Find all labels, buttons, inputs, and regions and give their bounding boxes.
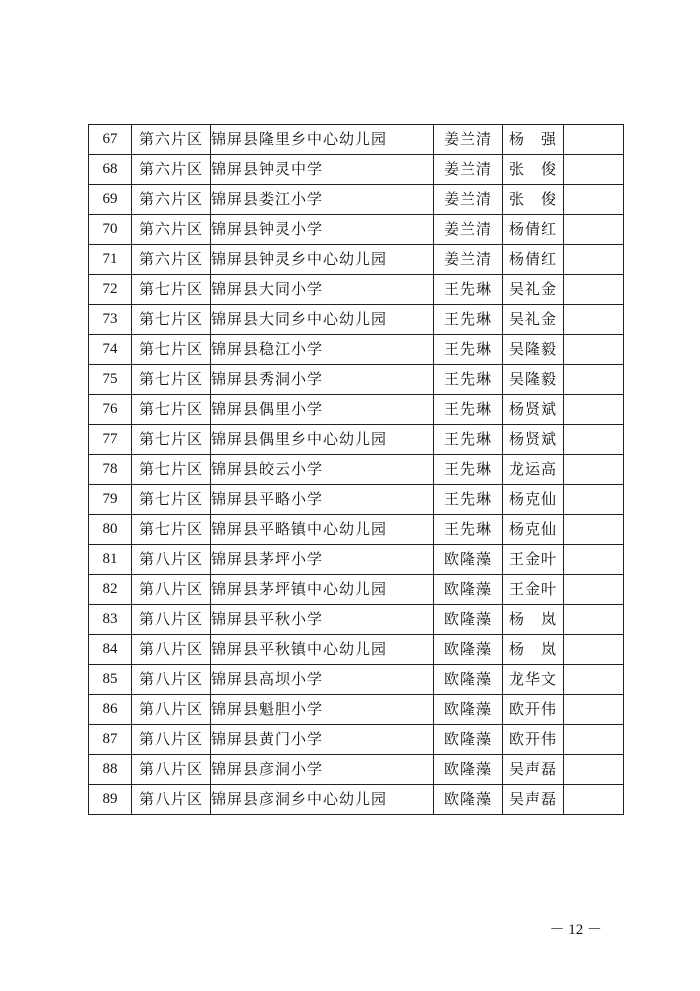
remark-cell [564, 305, 624, 335]
zone-cell: 第七片区 [132, 335, 211, 365]
lead-person-cell: 欧隆藻 [434, 545, 503, 575]
zone-cell: 第八片区 [132, 695, 211, 725]
remark-cell [564, 665, 624, 695]
row-number-cell: 81 [89, 545, 132, 575]
lead-person-cell: 王先琳 [434, 335, 503, 365]
table-row [89, 125, 624, 155]
row-number-cell: 80 [89, 515, 132, 545]
zone-cell: 第七片区 [132, 485, 211, 515]
school-name-cell: 锦屏县皎云小学 [211, 455, 434, 485]
zone-cell: 第七片区 [132, 365, 211, 395]
lead-person-cell: 王先琳 [434, 305, 503, 335]
table-row [89, 725, 624, 755]
table-row [89, 785, 624, 815]
table-row [89, 365, 624, 395]
table-body [89, 125, 624, 815]
row-number-cell: 71 [89, 245, 132, 275]
lead-person-cell: 王先琳 [434, 485, 503, 515]
remark-cell [564, 425, 624, 455]
zone-cell: 第八片区 [132, 605, 211, 635]
school-name-cell: 锦屏县稳江小学 [211, 335, 434, 365]
remark-cell [564, 185, 624, 215]
row-number-cell: 76 [89, 395, 132, 425]
school-name-cell: 锦屏县高坝小学 [211, 665, 434, 695]
remark-cell [564, 485, 624, 515]
row-number-cell: 73 [89, 305, 132, 335]
remark-cell [564, 695, 624, 725]
remark-cell [564, 785, 624, 815]
remark-cell [564, 365, 624, 395]
school-name-cell: 锦屏县彦洞乡中心幼儿园 [211, 785, 434, 815]
row-number-cell: 84 [89, 635, 132, 665]
table-row [89, 665, 624, 695]
lead-person-cell: 欧隆藻 [434, 605, 503, 635]
row-number-cell: 82 [89, 575, 132, 605]
zone-cell: 第七片区 [132, 455, 211, 485]
school-name-cell: 锦屏县秀洞小学 [211, 365, 434, 395]
remark-cell [564, 395, 624, 425]
lead-person-cell: 欧隆藻 [434, 755, 503, 785]
table-row [89, 485, 624, 515]
remark-cell [564, 605, 624, 635]
contact-person-cell: 杨贤斌 [503, 425, 564, 455]
zone-cell: 第七片区 [132, 305, 211, 335]
table-row [89, 635, 624, 665]
table-row [89, 305, 624, 335]
school-name-cell: 锦屏县钟灵中学 [211, 155, 434, 185]
contact-person-cell: 欧开伟 [503, 695, 564, 725]
school-name-cell: 锦屏县偶里乡中心幼儿园 [211, 425, 434, 455]
table-row [89, 515, 624, 545]
table-row [89, 245, 624, 275]
remark-cell [564, 275, 624, 305]
school-name-cell: 锦屏县大同乡中心幼儿园 [211, 305, 434, 335]
school-name-cell: 锦屏县大同小学 [211, 275, 434, 305]
school-name-cell: 锦屏县隆里乡中心幼儿园 [211, 125, 434, 155]
contact-person-cell: 吴声磊 [503, 755, 564, 785]
remark-cell [564, 215, 624, 245]
school-name-cell: 锦屏县彦洞小学 [211, 755, 434, 785]
remark-cell [564, 245, 624, 275]
lead-person-cell: 欧隆藻 [434, 725, 503, 755]
table-row [89, 275, 624, 305]
zone-cell: 第七片区 [132, 395, 211, 425]
school-name-cell: 锦屏县平略小学 [211, 485, 434, 515]
school-name-cell: 锦屏县钟灵小学 [211, 215, 434, 245]
school-name-cell: 锦屏县魁胆小学 [211, 695, 434, 725]
row-number-cell: 88 [89, 755, 132, 785]
row-number-cell: 68 [89, 155, 132, 185]
contact-person-cell: 杨倩红 [503, 215, 564, 245]
zone-cell: 第八片区 [132, 665, 211, 695]
row-number-cell: 77 [89, 425, 132, 455]
school-name-cell: 锦屏县平略镇中心幼儿园 [211, 515, 434, 545]
lead-person-cell: 欧隆藻 [434, 575, 503, 605]
school-name-cell: 锦屏县娄江小学 [211, 185, 434, 215]
lead-person-cell: 王先琳 [434, 395, 503, 425]
contact-person-cell: 吴隆毅 [503, 365, 564, 395]
school-name-cell: 锦屏县黄门小学 [211, 725, 434, 755]
table-row [89, 335, 624, 365]
zone-cell: 第八片区 [132, 575, 211, 605]
table-row [89, 755, 624, 785]
contact-person-cell: 王金叶 [503, 545, 564, 575]
school-name-cell: 锦屏县茅坪小学 [211, 545, 434, 575]
contact-person-cell: 张 俊 [503, 155, 564, 185]
row-number-cell: 79 [89, 485, 132, 515]
row-number-cell: 67 [89, 125, 132, 155]
remark-cell [564, 545, 624, 575]
school-assignment-table [88, 124, 624, 815]
school-name-cell: 锦屏县偶里小学 [211, 395, 434, 425]
table-row [89, 395, 624, 425]
zone-cell: 第七片区 [132, 425, 211, 455]
lead-person-cell: 王先琳 [434, 455, 503, 485]
lead-person-cell: 欧隆藻 [434, 785, 503, 815]
remark-cell [564, 635, 624, 665]
table-row [89, 425, 624, 455]
lead-person-cell: 姜兰清 [434, 245, 503, 275]
lead-person-cell: 王先琳 [434, 425, 503, 455]
zone-cell: 第七片区 [132, 275, 211, 305]
zone-cell: 第八片区 [132, 785, 211, 815]
zone-cell: 第六片区 [132, 155, 211, 185]
remark-cell [564, 725, 624, 755]
contact-person-cell: 王金叶 [503, 575, 564, 605]
zone-cell: 第六片区 [132, 245, 211, 275]
row-number-cell: 78 [89, 455, 132, 485]
zone-cell: 第八片区 [132, 545, 211, 575]
lead-person-cell: 欧隆藻 [434, 665, 503, 695]
remark-cell [564, 575, 624, 605]
table-row [89, 545, 624, 575]
row-number-cell: 69 [89, 185, 132, 215]
lead-person-cell: 欧隆藻 [434, 635, 503, 665]
row-number-cell: 87 [89, 725, 132, 755]
table-row [89, 605, 624, 635]
contact-person-cell: 吴隆毅 [503, 335, 564, 365]
lead-person-cell: 姜兰清 [434, 185, 503, 215]
table-row [89, 185, 624, 215]
zone-cell: 第八片区 [132, 755, 211, 785]
contact-person-cell: 吴礼金 [503, 275, 564, 305]
school-name-cell: 锦屏县钟灵乡中心幼儿园 [211, 245, 434, 275]
remark-cell [564, 515, 624, 545]
lead-person-cell: 欧隆藻 [434, 695, 503, 725]
contact-person-cell: 龙华文 [503, 665, 564, 695]
lead-person-cell: 王先琳 [434, 275, 503, 305]
row-number-cell: 83 [89, 605, 132, 635]
table-row [89, 575, 624, 605]
contact-person-cell: 欧开伟 [503, 725, 564, 755]
remark-cell [564, 455, 624, 485]
lead-person-cell: 王先琳 [434, 515, 503, 545]
school-name-cell: 锦屏县茅坪镇中心幼儿园 [211, 575, 434, 605]
remark-cell [564, 335, 624, 365]
contact-person-cell: 杨 岚 [503, 605, 564, 635]
row-number-cell: 72 [89, 275, 132, 305]
contact-person-cell: 龙运高 [503, 455, 564, 485]
row-number-cell: 86 [89, 695, 132, 725]
contact-person-cell: 张 俊 [503, 185, 564, 215]
contact-person-cell: 吴礼金 [503, 305, 564, 335]
contact-person-cell: 杨克仙 [503, 485, 564, 515]
zone-cell: 第八片区 [132, 725, 211, 755]
table-row [89, 155, 624, 185]
zone-cell: 第六片区 [132, 125, 211, 155]
lead-person-cell: 王先琳 [434, 365, 503, 395]
contact-person-cell: 杨 强 [503, 125, 564, 155]
remark-cell [564, 155, 624, 185]
row-number-cell: 70 [89, 215, 132, 245]
lead-person-cell: 姜兰清 [434, 125, 503, 155]
zone-cell: 第八片区 [132, 635, 211, 665]
zone-cell: 第七片区 [132, 515, 211, 545]
zone-cell: 第六片区 [132, 215, 211, 245]
contact-person-cell: 杨倩红 [503, 245, 564, 275]
table-row [89, 695, 624, 725]
contact-person-cell: 杨克仙 [503, 515, 564, 545]
zone-cell: 第六片区 [132, 185, 211, 215]
row-number-cell: 85 [89, 665, 132, 695]
table-row [89, 215, 624, 245]
contact-person-cell: 吴声磊 [503, 785, 564, 815]
remark-cell [564, 755, 624, 785]
row-number-cell: 89 [89, 785, 132, 815]
school-name-cell: 锦屏县平秋镇中心幼儿园 [211, 635, 434, 665]
lead-person-cell: 姜兰清 [434, 215, 503, 245]
table-row [89, 455, 624, 485]
contact-person-cell: 杨贤斌 [503, 395, 564, 425]
row-number-cell: 75 [89, 365, 132, 395]
contact-person-cell: 杨 岚 [503, 635, 564, 665]
school-name-cell: 锦屏县平秋小学 [211, 605, 434, 635]
remark-cell [564, 125, 624, 155]
row-number-cell: 74 [89, 335, 132, 365]
lead-person-cell: 姜兰清 [434, 155, 503, 185]
page-number: － 12 － [549, 922, 602, 938]
